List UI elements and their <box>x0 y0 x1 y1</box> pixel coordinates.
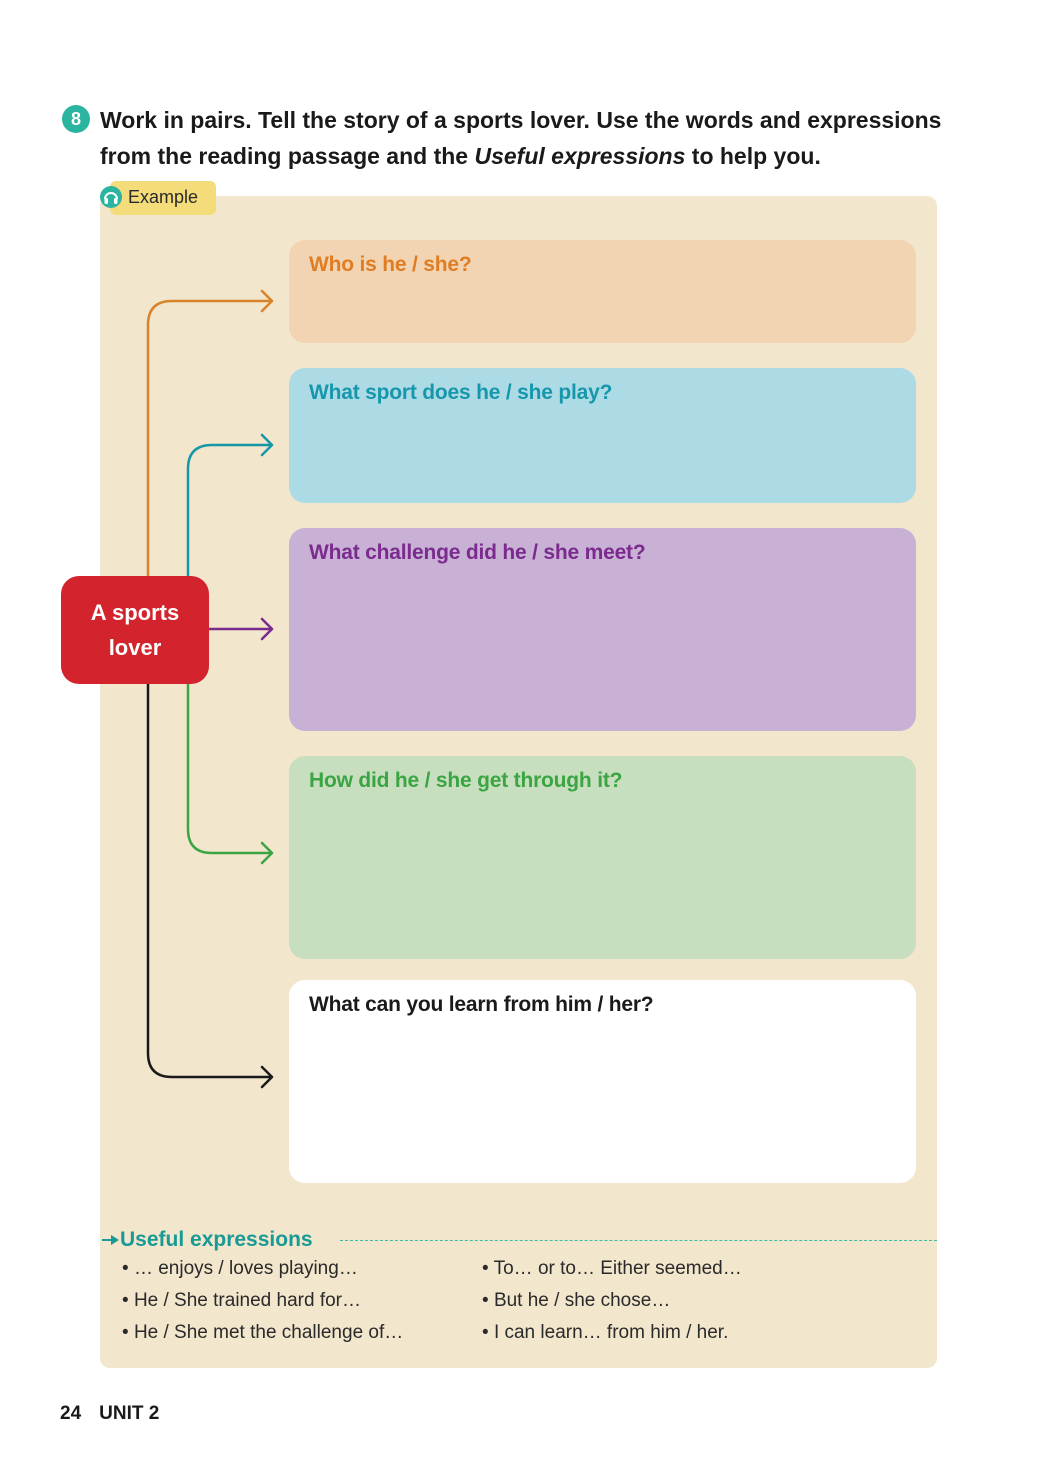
expression-text: I can learn… from him / her. <box>493 1322 729 1343</box>
arrow-learn <box>148 660 272 1087</box>
list-item: • But he / she chose… <box>482 1290 671 1311</box>
useful-expressions-title: Useful expressions <box>120 1228 313 1251</box>
arrow-sport <box>188 435 272 600</box>
arrow-get-through <box>188 660 272 863</box>
center-node-sports-lover <box>61 576 209 684</box>
question-get-through: How did he / she get through it? <box>309 769 623 792</box>
list-item: • … enjoys / loves playing… <box>122 1258 358 1279</box>
exercise-number-badge: 8 <box>62 105 90 133</box>
instruction-line-1: Work in pairs. Tell the story of a sports lover. Use the words and expressions <box>100 107 942 133</box>
instruction-text-a: from the reading passage and the <box>100 143 475 169</box>
arrow-right-icon <box>102 1234 120 1246</box>
list-item: • To… or to… Either seemed… <box>482 1258 742 1279</box>
list-item: • I can learn… from him / her. <box>482 1322 729 1343</box>
center-node-line-1: A sports <box>90 600 180 625</box>
expression-text: … enjoys / loves playing… <box>133 1258 358 1279</box>
example-label: Example <box>128 187 199 207</box>
useful-expressions-divider <box>340 1240 937 1241</box>
question-challenge: What challenge did he / she meet? <box>309 541 646 564</box>
question-who: Who is he / she? <box>309 253 472 276</box>
page-footer <box>60 1403 177 1425</box>
unit-label: UNIT 2 <box>99 1403 160 1424</box>
list-item: • He / She met the challenge of… <box>122 1322 404 1343</box>
expression-text: But he / she chose… <box>493 1290 671 1311</box>
question-sport: What sport does he / she play? <box>309 381 613 404</box>
expression-text: He / She trained hard for… <box>133 1290 362 1311</box>
instruction-emphasis: Useful expressions <box>474 143 686 169</box>
instruction-text-b: to help you. <box>685 143 821 169</box>
page-number: 24 <box>60 1403 82 1424</box>
expression-text: To… or to… Either seemed… <box>493 1258 742 1279</box>
question-learn: What can you learn from him / her? <box>309 993 654 1016</box>
expression-text: He / She met the challenge of… <box>133 1322 404 1343</box>
center-node-line-2: lover <box>108 635 162 660</box>
list-item: • He / She trained hard for… <box>122 1290 362 1311</box>
arrow-challenge <box>205 619 272 639</box>
